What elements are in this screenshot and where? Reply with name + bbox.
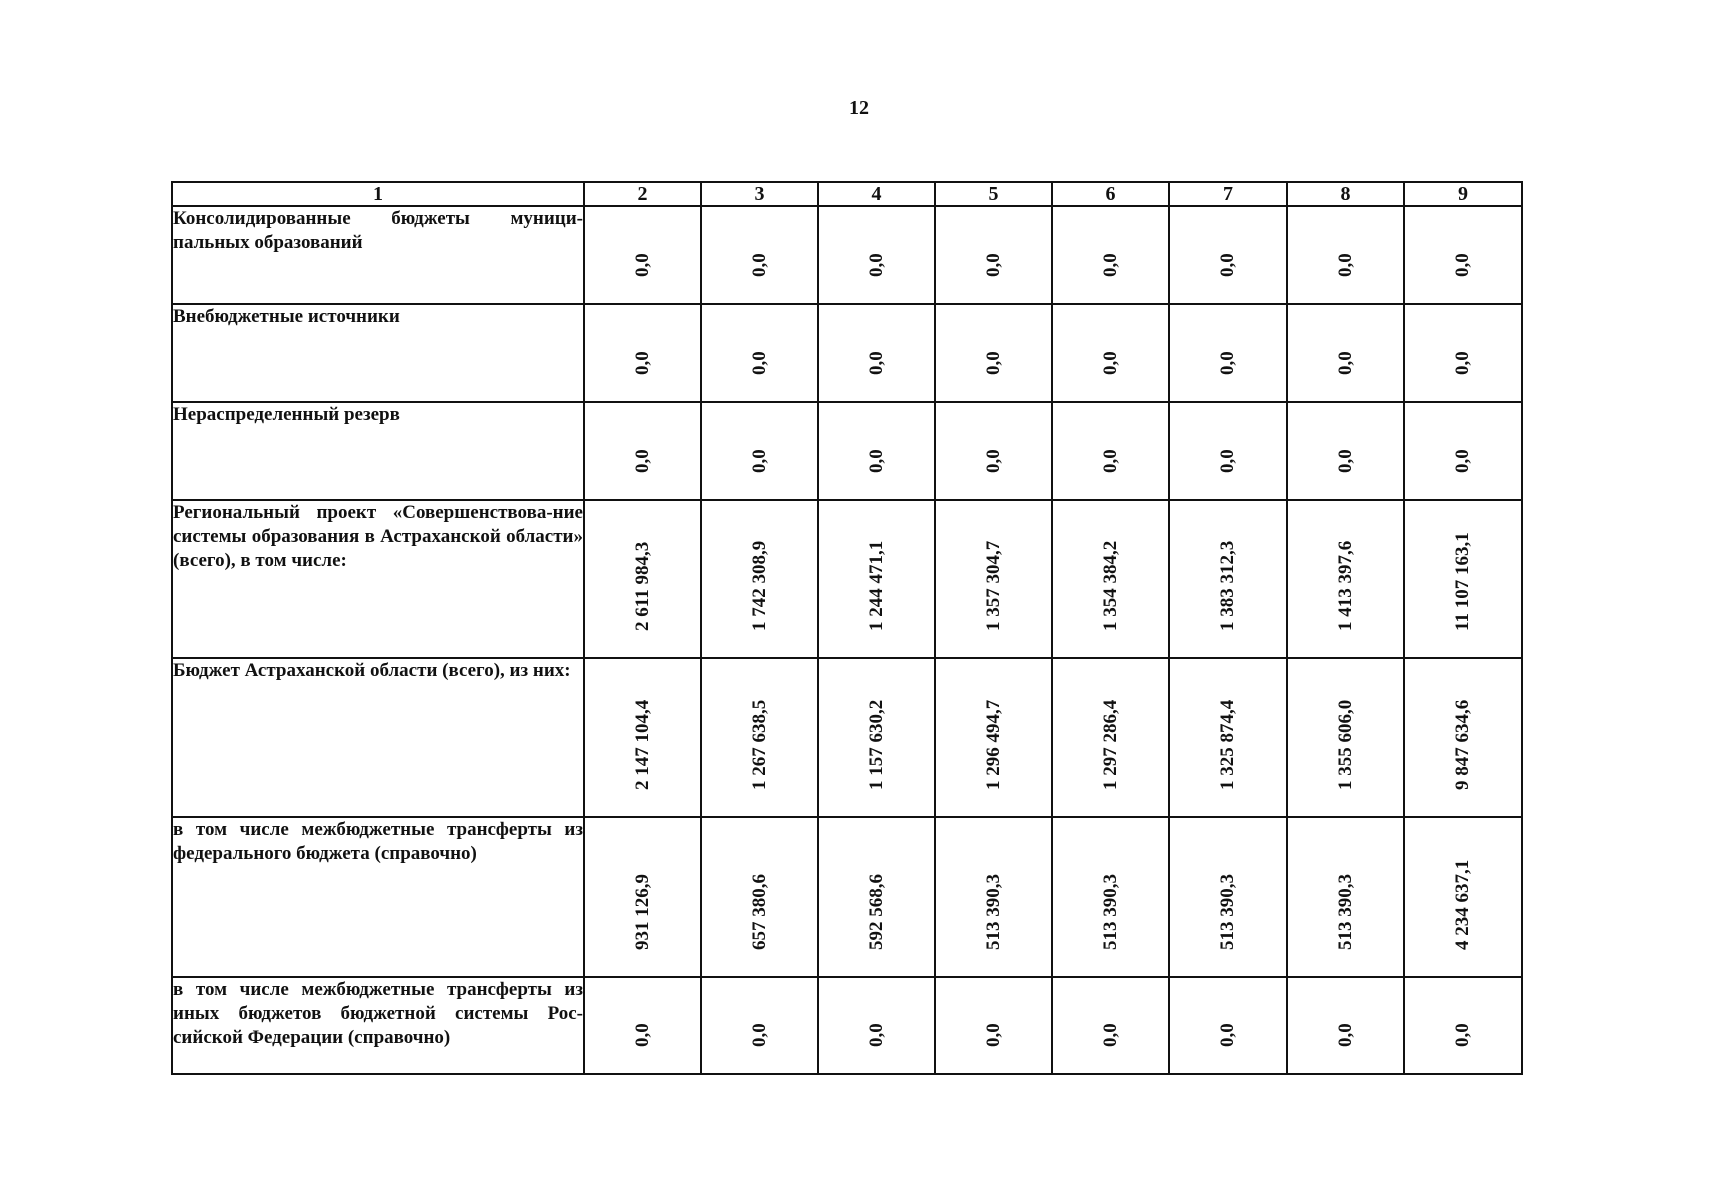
cell-value: 1 383 312,3 bbox=[1217, 540, 1238, 631]
table-cell bbox=[1287, 206, 1404, 304]
cell-value: 513 390,3 bbox=[1217, 874, 1238, 950]
cell-value: 11 107 163,1 bbox=[1452, 532, 1473, 631]
table-cell bbox=[1404, 817, 1522, 977]
page-number: 12 bbox=[849, 97, 869, 119]
table-cell bbox=[1404, 206, 1522, 304]
table-cell bbox=[1404, 977, 1522, 1074]
cell-value: 0,0 bbox=[865, 449, 887, 473]
cell-value: 0,0 bbox=[865, 253, 887, 277]
cell-value: 0,0 bbox=[1334, 1023, 1356, 1047]
table-row bbox=[172, 500, 1522, 658]
column-number: 5 bbox=[935, 182, 1052, 206]
cell-value: 0,0 bbox=[748, 253, 770, 277]
table-cell bbox=[1169, 658, 1287, 817]
cell-value: 0,0 bbox=[631, 1023, 653, 1047]
column-number: 9 bbox=[1404, 182, 1522, 206]
cell-value: 9 847 634,6 bbox=[1452, 699, 1473, 790]
table-cell bbox=[701, 206, 818, 304]
cell-value: 0,0 bbox=[631, 449, 653, 473]
table-cell bbox=[935, 304, 1052, 402]
table-cell bbox=[584, 658, 701, 817]
table-cell bbox=[935, 817, 1052, 977]
table-cell bbox=[1169, 500, 1287, 658]
table-cell bbox=[1169, 304, 1287, 402]
cell-value: 0,0 bbox=[1099, 253, 1121, 277]
cell-value: 0,0 bbox=[748, 1023, 770, 1047]
table-row bbox=[172, 817, 1522, 977]
cell-value: 513 390,3 bbox=[1334, 874, 1356, 950]
table-row bbox=[172, 402, 1522, 500]
cell-value: 0,0 bbox=[865, 1023, 887, 1047]
table-cell bbox=[584, 817, 701, 977]
table-cell bbox=[818, 304, 935, 402]
table-cell bbox=[1287, 500, 1404, 658]
cell-value: 0,0 bbox=[1452, 1023, 1473, 1047]
row-label: Консолидированные бюджеты муници-пальных образований bbox=[172, 206, 584, 304]
table-cell bbox=[701, 817, 818, 977]
cell-value: 1 267 638,5 bbox=[748, 699, 770, 790]
row-label: Нераспределенный резерв bbox=[172, 402, 584, 500]
table-row bbox=[172, 977, 1522, 1074]
table-cell bbox=[701, 500, 818, 658]
cell-value: 0,0 bbox=[1334, 253, 1356, 277]
budget-table bbox=[171, 181, 1523, 1075]
table-cell bbox=[584, 402, 701, 500]
table-cell bbox=[818, 402, 935, 500]
cell-value: 1 354 384,2 bbox=[1099, 540, 1121, 631]
cell-value: 0,0 bbox=[865, 351, 887, 375]
table-cell bbox=[935, 206, 1052, 304]
table-cell bbox=[584, 500, 701, 658]
cell-value: 0,0 bbox=[1099, 1023, 1121, 1047]
table-row bbox=[172, 658, 1522, 817]
cell-value: 0,0 bbox=[1452, 253, 1473, 277]
table-cell bbox=[584, 206, 701, 304]
column-number: 7 bbox=[1169, 182, 1287, 206]
table-cell bbox=[1052, 817, 1169, 977]
cell-value: 0,0 bbox=[1334, 449, 1356, 473]
column-number: 2 bbox=[584, 182, 701, 206]
row-label: в том числе межбюджетные трансферты из федерального бюджета (справочно) bbox=[172, 817, 584, 977]
cell-value: 931 126,9 bbox=[631, 874, 653, 950]
cell-value: 1 297 286,4 bbox=[1099, 699, 1121, 790]
table-cell bbox=[1052, 977, 1169, 1074]
cell-value: 0,0 bbox=[982, 449, 1004, 473]
row-label: Региональный проект «Совершенствова-ние системы образования в Астраханской области» (всего), в том числе: bbox=[172, 500, 584, 658]
cell-value: 0,0 bbox=[631, 253, 653, 277]
cell-value: 657 380,6 bbox=[748, 874, 770, 950]
table-cell bbox=[818, 206, 935, 304]
cell-value: 1 325 874,4 bbox=[1217, 699, 1238, 790]
table-cell bbox=[1404, 402, 1522, 500]
cell-value: 0,0 bbox=[1217, 351, 1238, 375]
column-number: 1 bbox=[172, 182, 584, 206]
column-number: 4 bbox=[818, 182, 935, 206]
table-cell bbox=[1169, 402, 1287, 500]
column-number: 6 bbox=[1052, 182, 1169, 206]
row-label: Бюджет Астраханской области (всего), из них: bbox=[172, 658, 584, 817]
cell-value: 2 147 104,4 bbox=[631, 699, 653, 790]
table-row bbox=[172, 206, 1522, 304]
table-cell bbox=[1169, 977, 1287, 1074]
row-label: в том числе межбюджетные трансферты из иных бюджетов бюджетной системы Рос-сийской Федерации (справочно) bbox=[172, 977, 584, 1074]
cell-value: 592 568,6 bbox=[865, 874, 887, 950]
table-cell bbox=[935, 658, 1052, 817]
cell-value: 0,0 bbox=[1099, 449, 1121, 473]
cell-value: 0,0 bbox=[748, 351, 770, 375]
cell-value: 0,0 bbox=[1099, 351, 1121, 375]
table-cell bbox=[818, 817, 935, 977]
table-cell bbox=[1052, 402, 1169, 500]
cell-value: 0,0 bbox=[1217, 449, 1238, 473]
cell-value: 1 296 494,7 bbox=[982, 699, 1004, 790]
cell-value: 1 357 304,7 bbox=[982, 540, 1004, 631]
cell-value: 2 611 984,3 bbox=[631, 541, 653, 631]
cell-value: 1 157 630,2 bbox=[865, 699, 887, 790]
column-number: 8 bbox=[1287, 182, 1404, 206]
column-number: 3 bbox=[701, 182, 818, 206]
table-row bbox=[172, 304, 1522, 402]
table-cell bbox=[1052, 304, 1169, 402]
cell-value: 1 742 308,9 bbox=[748, 540, 770, 631]
cell-value: 513 390,3 bbox=[1099, 874, 1121, 950]
table-cell bbox=[818, 658, 935, 817]
table-cell bbox=[935, 402, 1052, 500]
cell-value: 0,0 bbox=[982, 1023, 1004, 1047]
table-cell bbox=[1404, 500, 1522, 658]
cell-value: 1 355 606,0 bbox=[1334, 699, 1356, 790]
cell-value: 0,0 bbox=[1334, 351, 1356, 375]
cell-value: 0,0 bbox=[982, 351, 1004, 375]
cell-value: 0,0 bbox=[748, 449, 770, 473]
row-label: Внебюджетные источники bbox=[172, 304, 584, 402]
table-cell bbox=[1052, 658, 1169, 817]
cell-value: 0,0 bbox=[1452, 449, 1473, 473]
table-cell bbox=[1287, 402, 1404, 500]
cell-value: 1 244 471,1 bbox=[865, 540, 887, 631]
table-cell bbox=[818, 500, 935, 658]
cell-value: 1 413 397,6 bbox=[1334, 540, 1356, 631]
table-cell bbox=[584, 977, 701, 1074]
table-cell bbox=[1052, 206, 1169, 304]
cell-value: 0,0 bbox=[1217, 253, 1238, 277]
table-cell bbox=[1052, 500, 1169, 658]
table-cell bbox=[1287, 658, 1404, 817]
table-cell bbox=[701, 977, 818, 1074]
table-cell bbox=[1404, 304, 1522, 402]
cell-value: 0,0 bbox=[631, 351, 653, 375]
table-cell bbox=[935, 977, 1052, 1074]
table-cell bbox=[1404, 658, 1522, 817]
column-number-row bbox=[172, 182, 1522, 206]
table-cell bbox=[818, 977, 935, 1074]
table-cell bbox=[701, 658, 818, 817]
table-cell bbox=[935, 500, 1052, 658]
cell-value: 513 390,3 bbox=[982, 874, 1004, 950]
table-cell bbox=[701, 402, 818, 500]
table-cell bbox=[584, 304, 701, 402]
cell-value: 0,0 bbox=[1452, 351, 1473, 375]
table-cell bbox=[1169, 206, 1287, 304]
cell-value: 0,0 bbox=[1217, 1023, 1238, 1047]
table-cell bbox=[701, 304, 818, 402]
cell-value: 4 234 637,1 bbox=[1452, 859, 1473, 950]
table-cell bbox=[1287, 304, 1404, 402]
table-cell bbox=[1287, 817, 1404, 977]
table-cell bbox=[1169, 817, 1287, 977]
table-cell bbox=[1287, 977, 1404, 1074]
cell-value: 0,0 bbox=[982, 253, 1004, 277]
